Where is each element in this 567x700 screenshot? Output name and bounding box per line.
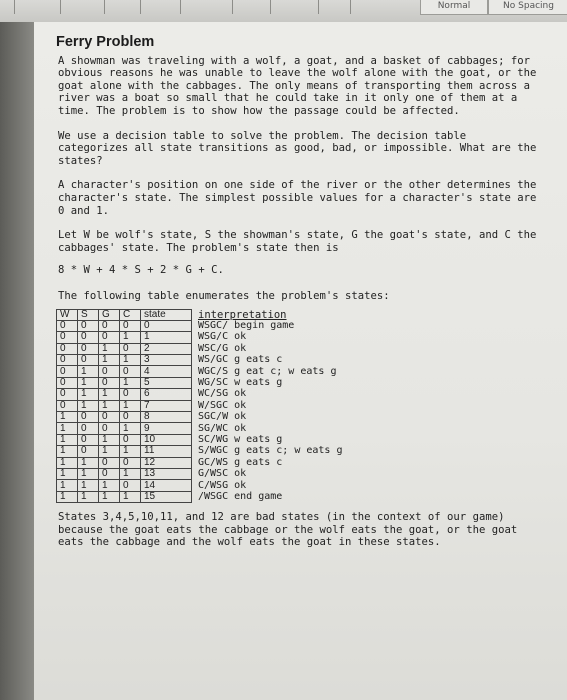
style-no-spacing-label: No Spacing: [503, 1, 554, 11]
cell-w: 1: [57, 423, 78, 434]
cell-interpretation: GC/WS g eats c: [198, 456, 283, 468]
cell-w: 1: [57, 446, 78, 457]
cell-g: 1: [99, 343, 120, 354]
ribbon-separator: [14, 0, 15, 14]
paragraph-state-definition: Let W be wolf's state, S the showman's state, G the goat's state, and C the cabbages' state. The problem's state then is: [58, 229, 537, 254]
cell-s: 1: [78, 457, 99, 468]
cell-w: 0: [57, 389, 78, 400]
cell-state: 9: [141, 423, 192, 434]
ribbon-separator: [318, 0, 319, 14]
cell-state: 11: [141, 446, 192, 457]
header-interpretation: interpretation: [198, 308, 287, 321]
style-no-spacing-button[interactable]: [488, 0, 567, 15]
ribbon-separator: [270, 0, 271, 14]
cell-w: 1: [57, 434, 78, 445]
cell-w: 0: [57, 320, 78, 331]
header-w: W: [57, 309, 78, 320]
cell-c: 1: [120, 332, 141, 343]
document-page[interactable]: [34, 22, 567, 700]
cell-c: 0: [120, 343, 141, 354]
cell-g: 0: [99, 320, 120, 331]
paragraph-decision-table: We use a decision table to solve the problem. The decision table categorizes all state transitions as good, bad, or impossible. What are the states?: [58, 129, 537, 167]
cell-state: 4: [141, 366, 192, 377]
ribbon-separator: [140, 0, 141, 14]
cell-s: 0: [78, 320, 99, 331]
cell-interpretation: WGC/S g eat c; w eats g: [198, 365, 337, 377]
cell-g: 0: [99, 457, 120, 468]
cell-state: 8: [141, 412, 192, 423]
cell-c: 1: [120, 400, 141, 411]
style-normal-button[interactable]: [420, 0, 488, 15]
cell-state: 10: [141, 434, 192, 445]
table-row: [57, 377, 432, 388]
cell-state: 1: [141, 332, 192, 343]
cell-state: 7: [141, 400, 192, 411]
cell-interpretation: SGC/W ok: [198, 411, 247, 423]
ribbon-separator: [104, 0, 105, 14]
cell-s: 1: [78, 400, 99, 411]
table-row: [57, 400, 432, 411]
cell-w: 0: [57, 355, 78, 366]
style-normal-label: Normal: [437, 1, 471, 11]
table-row: [57, 412, 432, 423]
cell-g: 1: [99, 434, 120, 445]
cell-s: 1: [78, 480, 99, 491]
cell-c: 1: [120, 468, 141, 479]
table-row: [57, 332, 432, 343]
cell-c: 0: [120, 434, 141, 445]
cell-s: 1: [78, 491, 99, 502]
paragraph-table-intro: The following table enumerates the problem's states:: [58, 289, 390, 302]
table-row: [57, 389, 432, 400]
cell-g: 0: [99, 332, 120, 343]
cell-w: 1: [57, 468, 78, 479]
cell-c: 0: [120, 457, 141, 468]
cell-s: 0: [78, 332, 99, 343]
header-c: C: [120, 309, 141, 320]
cell-g: 0: [99, 468, 120, 479]
cell-interpretation: WSGC/ begin game: [198, 320, 295, 332]
cell-c: 0: [120, 320, 141, 331]
table-row: [57, 343, 432, 354]
paragraph-character-position: A character's position on one side of the river or the other determines the character's state. The simplest possible values for a character's state are 0 and 1.: [58, 179, 537, 217]
cell-c: 1: [120, 491, 141, 502]
table-row: [57, 468, 432, 479]
ribbon-separator: [60, 0, 61, 14]
table-row: [57, 366, 432, 377]
table-row: [57, 491, 432, 502]
cell-s: 1: [78, 366, 99, 377]
cell-w: 1: [57, 491, 78, 502]
cell-c: 1: [120, 423, 141, 434]
table-row: [57, 423, 432, 434]
cell-c: 1: [120, 446, 141, 457]
cell-g: 0: [99, 377, 120, 388]
cell-s: 0: [78, 434, 99, 445]
header-g: G: [99, 309, 120, 320]
cell-state: 3: [141, 355, 192, 366]
cell-w: 0: [57, 400, 78, 411]
table-row: [57, 446, 432, 457]
table-row: [57, 434, 432, 445]
cell-w: 1: [57, 480, 78, 491]
document-title: Ferry Problem: [56, 34, 155, 50]
cell-interpretation: /WSGC end game: [198, 490, 283, 502]
cell-s: 1: [78, 468, 99, 479]
cell-interpretation: SC/WG w eats g: [198, 433, 283, 445]
table-row: [57, 355, 432, 366]
states-table-header-row: [57, 309, 432, 320]
cell-g: 1: [99, 491, 120, 502]
table-row: [57, 480, 432, 491]
cell-w: 0: [57, 377, 78, 388]
header-s: S: [78, 309, 99, 320]
cell-c: 0: [120, 366, 141, 377]
state-formula: 8 * W + 4 * S + 2 * G + C.: [58, 264, 224, 277]
cell-state: 14: [141, 480, 192, 491]
states-table: [56, 309, 432, 504]
cell-state: 13: [141, 468, 192, 479]
cell-interpretation: G/WSC ok: [198, 468, 247, 480]
word-ribbon-style-gallery: [0, 0, 567, 23]
cell-s: 1: [78, 377, 99, 388]
cell-interpretation: C/WSG ok: [198, 479, 247, 491]
table-row: [57, 320, 432, 331]
table-row: [57, 457, 432, 468]
cell-g: 0: [99, 412, 120, 423]
cell-c: 0: [120, 412, 141, 423]
cell-interpretation: WSG/C ok: [198, 331, 247, 343]
cell-interpretation: WG/SC w eats g: [198, 377, 283, 389]
cell-state: 0: [141, 320, 192, 331]
page-shadow-margin: [0, 22, 34, 700]
cell-s: 0: [78, 355, 99, 366]
header-state: state: [141, 309, 192, 320]
paragraph-bad-states: States 3,4,5,10,11, and 12 are bad states (in the context of our game) because the goat eats the cabbage or the wolf eats the goat, or the goat eats the cabbage and the wolf eats the goat in these states.: [58, 511, 518, 549]
cell-g: 1: [99, 480, 120, 491]
cell-g: 0: [99, 423, 120, 434]
cell-c: 1: [120, 355, 141, 366]
cell-w: 0: [57, 343, 78, 354]
document-body: [58, 36, 538, 561]
cell-s: 1: [78, 389, 99, 400]
cell-s: 0: [78, 423, 99, 434]
states-table-body: [57, 320, 432, 502]
cell-g: 1: [99, 400, 120, 411]
cell-interpretation: SG/WC ok: [198, 422, 247, 434]
cell-state: 5: [141, 377, 192, 388]
cell-g: 1: [99, 355, 120, 366]
cell-c: 1: [120, 377, 141, 388]
cell-w: 0: [57, 366, 78, 377]
cell-w: 1: [57, 457, 78, 468]
cell-g: 1: [99, 389, 120, 400]
cell-state: 15: [141, 491, 192, 502]
cell-c: 0: [120, 389, 141, 400]
cell-g: 1: [99, 446, 120, 457]
paragraph-intro: A showman was traveling with a wolf, a goat, and a basket of cabbages; for obvious reasons he was unable to leave the wolf alone with the goat, or the goat alone with the cabbages. The only means of transporting them across a river was a boat so small that he could take in it only one of them at a time. The problem is to show how the passage could be affected.: [58, 54, 537, 117]
cell-w: 0: [57, 332, 78, 343]
cell-interpretation: W/SGC ok: [198, 399, 247, 411]
cell-state: 12: [141, 457, 192, 468]
cell-state: 6: [141, 389, 192, 400]
ribbon-separator: [232, 0, 233, 14]
cell-s: 0: [78, 343, 99, 354]
cell-w: 1: [57, 412, 78, 423]
cell-state: 2: [141, 343, 192, 354]
cell-s: 0: [78, 446, 99, 457]
cell-interpretation: WS/GC g eats c: [198, 354, 283, 366]
cell-interpretation: WC/SG ok: [198, 388, 247, 400]
ribbon-separator: [180, 0, 181, 14]
cell-interpretation: S/WGC g eats c; w eats g: [198, 445, 343, 457]
ribbon-separator: [350, 0, 351, 14]
cell-s: 0: [78, 412, 99, 423]
cell-c: 0: [120, 480, 141, 491]
cell-interpretation: WSC/G ok: [198, 342, 247, 354]
cell-g: 0: [99, 366, 120, 377]
